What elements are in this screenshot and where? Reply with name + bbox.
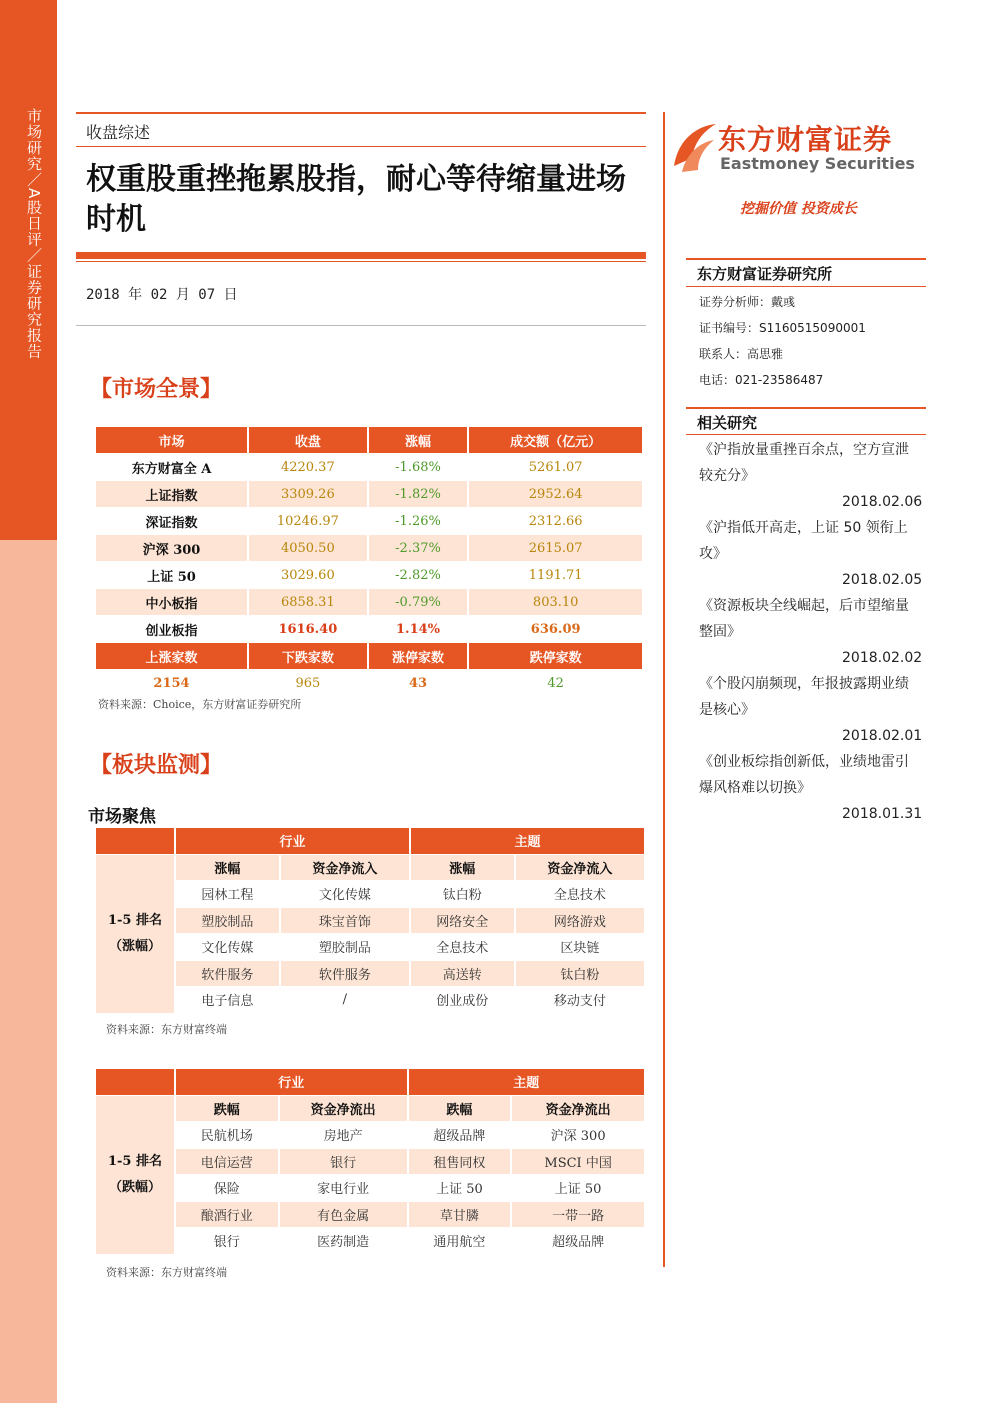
title-bar [76, 252, 646, 259]
col-header: 资金净流入 [516, 855, 644, 881]
table-cell: 租售同权 [409, 1149, 511, 1175]
count-header: 涨停家数 [369, 643, 468, 669]
col-header: 收盘 [249, 427, 367, 453]
market-change: -0.79% [369, 589, 468, 615]
institute-top-rule [686, 258, 926, 260]
related-report-date: 2018.02.02 [842, 650, 923, 666]
table-cell: 创业成份 [436, 994, 489, 1010]
table-row [96, 1175, 644, 1201]
count-header: 下跌家数 [249, 643, 367, 669]
related-report-link[interactable]: 《创业板综指创新低，业绩地雷引爆风格难以切换》 [699, 754, 909, 796]
table-row [96, 1228, 644, 1254]
table-row [96, 616, 642, 642]
market-volume: 2615.07 [469, 535, 642, 561]
table-row [96, 1149, 644, 1175]
market-change: -2.37% [369, 535, 468, 561]
left-sidebar-lower [0, 540, 57, 1403]
up-count: 2154 [153, 675, 190, 691]
market-change: 1.14% [396, 621, 441, 637]
table-row [96, 961, 644, 987]
market-table [94, 426, 644, 697]
col-header: 资金净流入 [281, 855, 409, 881]
table-row [96, 908, 644, 934]
section-label: 收盘综述 [86, 123, 151, 142]
market-change: -1.82% [369, 481, 468, 507]
col-header: 跌幅 [176, 1096, 278, 1122]
table-row [96, 535, 642, 561]
count-header: 跌停家数 [469, 643, 642, 669]
table-cell: 一带一路 [512, 1202, 644, 1228]
market-name: 上证 50 [147, 569, 196, 585]
market-source: 资料来源：Choice，东方财富证券研究所 [98, 698, 302, 711]
group-header-industry: 行业 [176, 828, 409, 854]
contact: 联系人：高思雅 [699, 347, 784, 361]
table-row [96, 562, 642, 588]
brand-slogan: 挖掘价值 投资成长 [740, 201, 857, 217]
rank-label: 1-5 排名 （跌幅） [96, 1096, 174, 1254]
gainers-source: 资料来源：东方财富终端 [106, 1023, 227, 1036]
market-heading: 【市场全景】 [90, 376, 223, 402]
related-report-link[interactable]: 《资源板块全线崛起，后市望缩量整固》 [699, 598, 909, 640]
market-close: 4220.37 [280, 459, 335, 475]
market-name: 创业板指 [145, 623, 198, 639]
related-report-date: 2018.02.05 [842, 572, 923, 588]
table-row [96, 508, 642, 534]
related-report-link[interactable]: 《个股闪崩频现，年报披露期业绩是核心》 [699, 676, 909, 718]
related-report-link[interactable]: 《沪指低开高走，上证 50 领衔上攻》 [699, 520, 908, 562]
limit-down-count: 42 [547, 675, 564, 691]
col-header: 资金净流出 [512, 1096, 644, 1122]
rank-label: 1-5 排名 （涨幅） [96, 855, 174, 1013]
col-header: 涨幅 [176, 855, 279, 881]
col-header: 资金净流出 [280, 1096, 407, 1122]
table-cell: 酿酒行业 [176, 1202, 278, 1228]
table-row [96, 987, 644, 1013]
table-cell: 移动支付 [553, 994, 606, 1010]
related-report-date: 2018.02.06 [842, 494, 923, 510]
col-header: 成交额（亿元） [469, 427, 642, 453]
table-cell: 上证 50 [554, 1182, 602, 1198]
date-rule [76, 325, 646, 326]
phone: 电话：021-23586487 [699, 373, 824, 387]
market-volume: 803.10 [469, 589, 642, 615]
market-name: 沪深 300 [96, 535, 247, 561]
market-name: 上证指数 [96, 481, 247, 507]
analyst: 证券分析师：戴彧 [699, 295, 796, 309]
table-cell: 家电行业 [317, 1182, 370, 1198]
limit-up-count: 43 [408, 675, 428, 691]
table-cell: 银行 [213, 1235, 240, 1251]
table-cell: MSCI 中国 [512, 1149, 644, 1175]
table-row [96, 481, 642, 507]
table-cell: 软件服务 [281, 961, 409, 987]
related-title: 相关研究 [697, 414, 758, 432]
table-cell: 有色金属 [280, 1202, 407, 1228]
market-close: 3029.60 [280, 567, 335, 583]
related-rule [686, 434, 926, 435]
related-top-rule [686, 407, 926, 409]
table-cell: / [342, 992, 348, 1008]
table-cell: 医药制造 [317, 1235, 370, 1251]
column-divider [663, 112, 665, 1267]
table-cell: 银行 [280, 1149, 407, 1175]
market-name: 中小板指 [96, 589, 247, 615]
market-volume: 1191.71 [528, 567, 583, 583]
group-header-theme: 主题 [411, 828, 644, 854]
table-row [96, 881, 644, 907]
table-cell: 上证 50 [436, 1182, 483, 1198]
col-header: 涨幅 [369, 427, 468, 453]
market-name: 东方财富全 A [131, 461, 212, 477]
table-row [96, 589, 642, 615]
market-change: -1.68% [395, 459, 441, 475]
table-row [96, 934, 644, 960]
institute-title: 东方财富证券研究所 [697, 265, 833, 283]
report-title: 权重股重挫拖累股指，耐心等待缩量进场时机 [86, 162, 626, 237]
col-header: 跌幅 [409, 1096, 511, 1122]
market-change: -2.82% [395, 567, 441, 583]
group-header-theme: 主题 [409, 1069, 644, 1095]
table-cell: 园林工程 [201, 888, 254, 904]
table-cell: 珠宝首饰 [281, 908, 409, 934]
table-row [96, 454, 642, 480]
market-volume: 636.09 [530, 621, 581, 637]
table-cell: 钛白粉 [442, 888, 482, 904]
institute-rule [686, 286, 926, 287]
section-rule [76, 146, 646, 147]
table-row [96, 1122, 644, 1148]
title-bar-thin [76, 261, 646, 262]
table-cell: 民航机场 [200, 1129, 253, 1145]
table-cell: 钛白粉 [516, 961, 644, 987]
group-header-industry: 行业 [176, 1069, 407, 1095]
table-cell: 沪深 300 [550, 1129, 606, 1145]
cert-number: 证书编号：S1160515090001 [699, 321, 866, 335]
table-cell: 文化传媒 [318, 888, 371, 904]
table-cell: 区块链 [560, 941, 600, 957]
table-cell: 超级品牌 [552, 1235, 605, 1251]
down-count: 965 [295, 675, 321, 691]
table-cell: 文化传媒 [201, 941, 254, 957]
market-close: 4050.50 [249, 535, 367, 561]
table-cell: 保险 [213, 1182, 240, 1198]
table-cell: 全息技术 [553, 888, 606, 904]
market-volume: 5261.07 [528, 459, 583, 475]
table-cell: 通用航空 [433, 1235, 486, 1251]
sidebar-category: 市场研究／A股日评／证券研究报告 [25, 108, 43, 360]
table-cell: 房地产 [323, 1129, 363, 1145]
market-volume: 2312.66 [528, 513, 583, 529]
losers-table [94, 1068, 646, 1255]
table-cell: 电信运营 [176, 1149, 278, 1175]
table-cell: 高送转 [411, 961, 514, 987]
related-report-link[interactable]: 《沪指放量重挫百余点，空方宣泄较充分》 [699, 442, 909, 484]
market-close: 6858.31 [249, 589, 367, 615]
count-row [96, 670, 642, 696]
table-cell: 草甘膦 [409, 1202, 511, 1228]
table-cell: 超级品牌 [433, 1129, 486, 1145]
table-row [96, 1202, 644, 1228]
table-cell: 网络安全 [411, 908, 514, 934]
gainers-table [94, 827, 646, 1014]
table-cell: 网络游戏 [516, 908, 644, 934]
table-cell: 电子信息 [201, 994, 254, 1010]
losers-source: 资料来源：东方财富终端 [106, 1266, 227, 1279]
col-header: 涨幅 [411, 855, 514, 881]
market-close: 3309.26 [249, 481, 367, 507]
market-volume: 2952.64 [469, 481, 642, 507]
report-date: 2018 年 02 月 07 日 [86, 287, 238, 303]
brand-name-cn: 东方财富证券 [718, 123, 893, 156]
col-header: 市场 [96, 427, 247, 453]
market-change: -1.26% [395, 513, 441, 529]
count-header: 上涨家数 [96, 643, 247, 669]
market-close: 10246.97 [276, 513, 339, 529]
table-cell: 软件服务 [176, 961, 279, 987]
top-rule [76, 112, 646, 114]
table-cell: 塑胶制品 [176, 908, 279, 934]
table-cell: 塑胶制品 [318, 941, 371, 957]
market-close: 1616.40 [278, 621, 338, 637]
market-name: 深证指数 [145, 515, 198, 531]
focus-subheading: 市场聚焦 [88, 807, 156, 827]
related-report-date: 2018.01.31 [842, 806, 923, 822]
brand-name-en: Eastmoney Securities [720, 154, 915, 173]
table-cell: 全息技术 [436, 941, 489, 957]
sector-heading: 【板块监测】 [90, 752, 223, 778]
related-report-date: 2018.02.01 [842, 728, 923, 744]
